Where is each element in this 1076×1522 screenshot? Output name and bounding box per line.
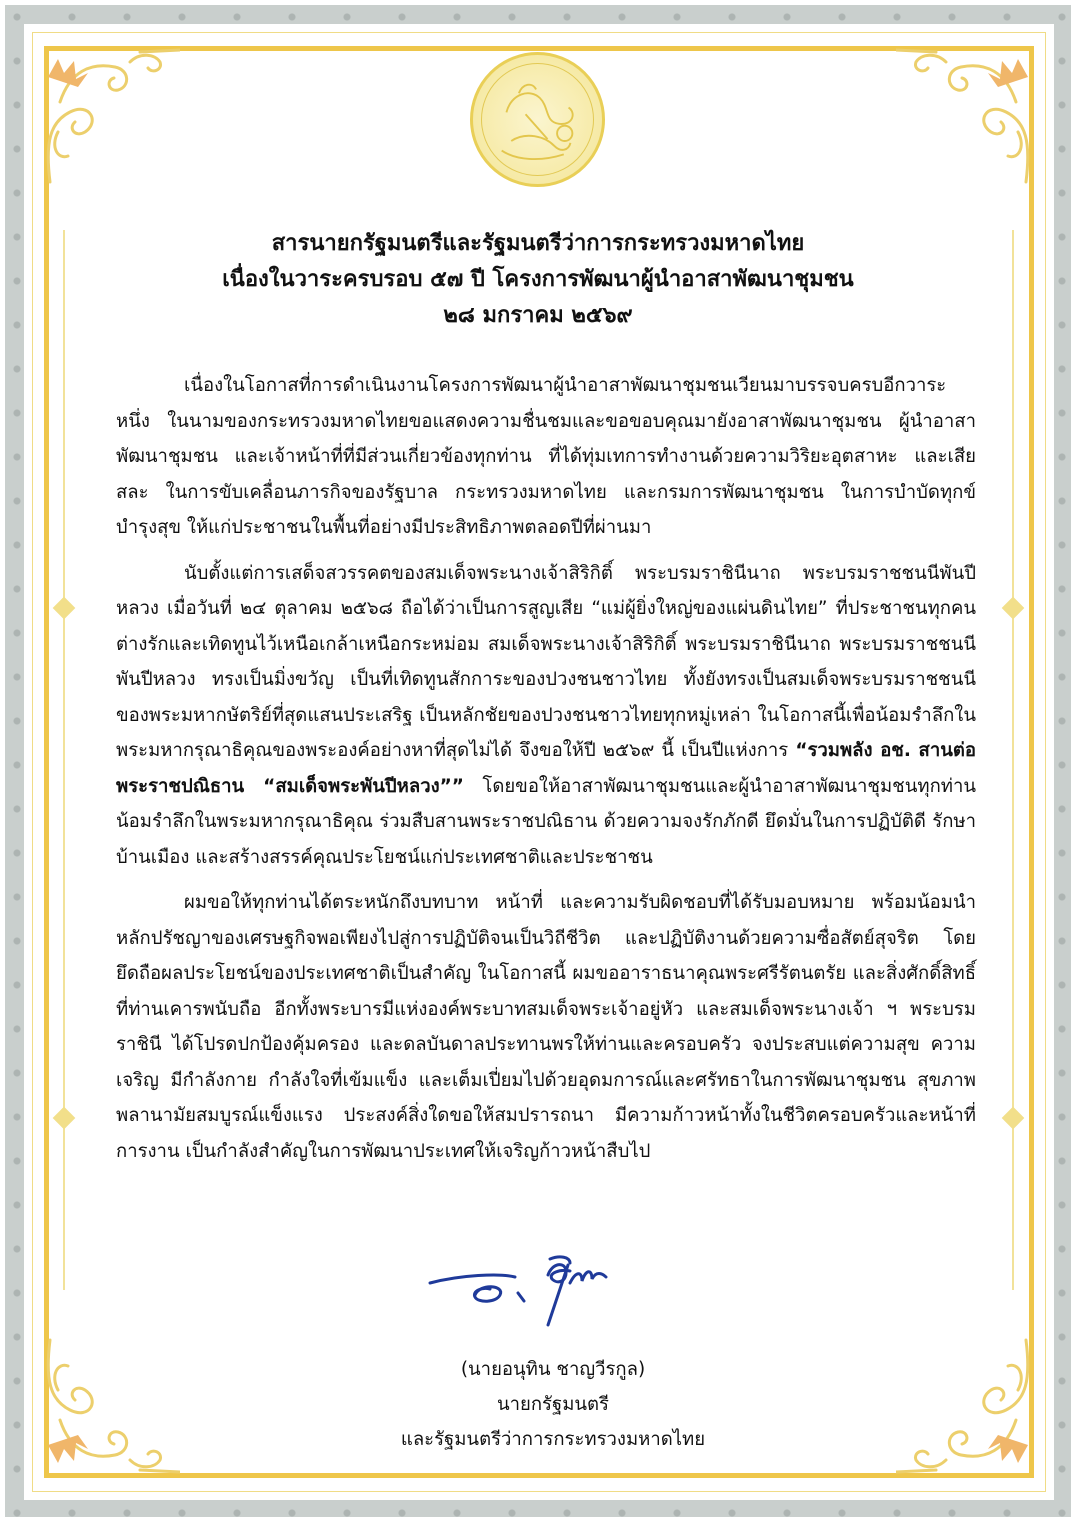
side-divider-line [63,230,65,1290]
paragraph-3: ผมขอให้ทุกท่านได้ตระหนักถึงบทบาท หน้าที่ และความรับผิดชอบที่ได้รับมอบหมาย พร้อมน้อมนำหลักปรัชญาของเศรษฐกิจพอเพียงไปสู่การปฏิบัติจนเป็นวิถีชีวิต และปฏิบัติงานด้วยความซื่อสัตย์สุจริต โดยยึดถือผลประโยชน์ของประเทศชาติเป็นสำคัญ ในโอกาสนี้ ผมขออาราธนาคุณพระศรีรัตนตรัย และสิ่งศักดิ์สิทธิ์ที่ท่านเคารพนับถือ อีกทั้งพระบารมีแห่งองค์พระบาทสมเด็จพระเจ้าอยู่หัว และสมเด็จพระนางเจ้า ฯ พระบรมราชินี ได้โปรดปกป้องคุ้มครอง และดลบันดาลประทานพรให้ท่านและครอบครัว จงประสบแต่ความสุข ความเจริญ มีกำลังกาย กำลังใจที่เข้มแข็ง และเต็มเปี่ยมไปด้วยอุดมการณ์และศรัทธาในการพัฒนาชุมชน สุขภาพพลานามัยสมบูรณ์แข็งแรง ประสงค์สิ่งใดขอให้สมปรารถนา มีความก้าวหน้าทั้งในชีวิตครอบครัวและหน้าที่การงาน เป็นกำลังสำคัญในการพัฒนาประเทศให้เจริญก้าวหน้าสืบไป [116,892,976,1162]
signer-position-2: และรัฐมนตรีว่าการกระทรวงมหาดไทย [400,1429,706,1450]
document-date: ๒๘ มกราคม ๒๕๖๙ [443,303,633,328]
ministry-of-interior-seal-icon [470,52,605,187]
signer-name: (นายอนุทิน ชาญวีรกูล) [460,1359,646,1380]
side-divider-line [1012,230,1014,1290]
signer-position-1: นายกรัฐมนตรี [496,1394,609,1415]
title-line-1: สารนายกรัฐมนตรีและรัฐมนตรีว่าการกระทรวงมหาดไทย [271,231,805,256]
corner-ornament-icon [30,32,180,192]
paragraph-2-text-b: โดยขอให้อาสาพัฒนาชุมชนและผู้นำอาสาพัฒนาชุมชนทุกท่าน น้อมรำลึกในพระมหากรุณาธิคุณ ร่วมสืบสานพระราชปณิธาน ด้วยความจงรักภักดี ยึดมั่นในการปฏิบัติดี รักษาบ้านเมือง และสร้างสรรค์คุณประโยชน์แก่ประเทศชาติและประชาชน [116,775,976,868]
signer-block [0,1352,1076,1457]
campaign-slogan: “รวมพลัง อช. สานต่อพระราชปณิธาน “สมเด็จพระพันปีหลวง”” [116,740,976,797]
message-body [116,368,976,1179]
paragraph-2-text-a: นับตั้งแต่การเสด็จสวรรคตของสมเด็จพระนางเจ้าสิริกิติ์ พระบรมราชินีนาถ พระบรมราชชนนีพันปีหลวง เมื่อวันที่ ๒๔ ตุลาคม ๒๕๖๘ ถือได้ว่าเป็นการสูญเสีย “แม่ผู้ยิ่งใหญ่ของแผ่นดินไทย” ที่ประชาชนทุกคนต่างรักและเทิดทูนไว้เหนือเกล้าเหนือกระหม่อม สมเด็จพระนางเจ้าสิริกิติ์ พระบรมราชินีนาถ พระบรมราชชนนีพันปีหลวง ทรงเป็นมิ่งขวัญ เป็นที่เทิดทูนสักการะของปวงชนชาวไทย ทั้งยังทรงเป็นสมเด็จพระบรมราชชนนีของพระมหากษัตริย์ที่สุดแสนประเสริฐ เป็นหลักชัยของปวงชนชาวไทยทุกหมู่เหล่า ในโอกาสนี้เพื่อน้อมรำลึกในพระมหากรุณาธิคุณของพระองค์อย่างหาที่สุดไม่ได้ จึงขอให้ปี ๒๕๖๙ นี้ เป็นปีแห่งการ [116,562,976,761]
title-line-2: เนื่องในวาระครบรอบ ๕๗ ปี โครงการพัฒนาผู้นำอาสาพัฒนาชุมชน [222,267,854,292]
handwritten-signature-icon [420,1255,640,1335]
paragraph-1: เนื่องในโอกาสที่การดำเนินงานโครงการพัฒนาผู้นำอาสาพัฒนาชุมชนเวียนมาบรรจบครบอีกวาระหนึ่ง ในนามของกระทรวงมหาดไทยขอแสดงความชื่นชมและขอขอบคุณมายังอาสาพัฒนาชุมชน ผู้นำอาสาพัฒนาชุมชน และเจ้าหน้าที่ที่มีส่วนเกี่ยวข้องทุกท่าน ที่ได้ทุ่มเทการทำงานด้วยความวิริยะอุตสาหะ และเสียสละ ในการขับเคลื่อนภารกิจของรัฐบาล กระทรวงมหาดไทย และกรมการพัฒนาชุมชน ในการบำบัดทุกข์ บำรุงสุข ให้แก่ประชาชนในพื้นที่อย่างมีประสิทธิภาพตลอดปีที่ผ่านมา [116,375,976,538]
paragraph-2 [116,556,976,876]
corner-ornament-icon [896,32,1046,192]
document-title-block [0,226,1076,334]
